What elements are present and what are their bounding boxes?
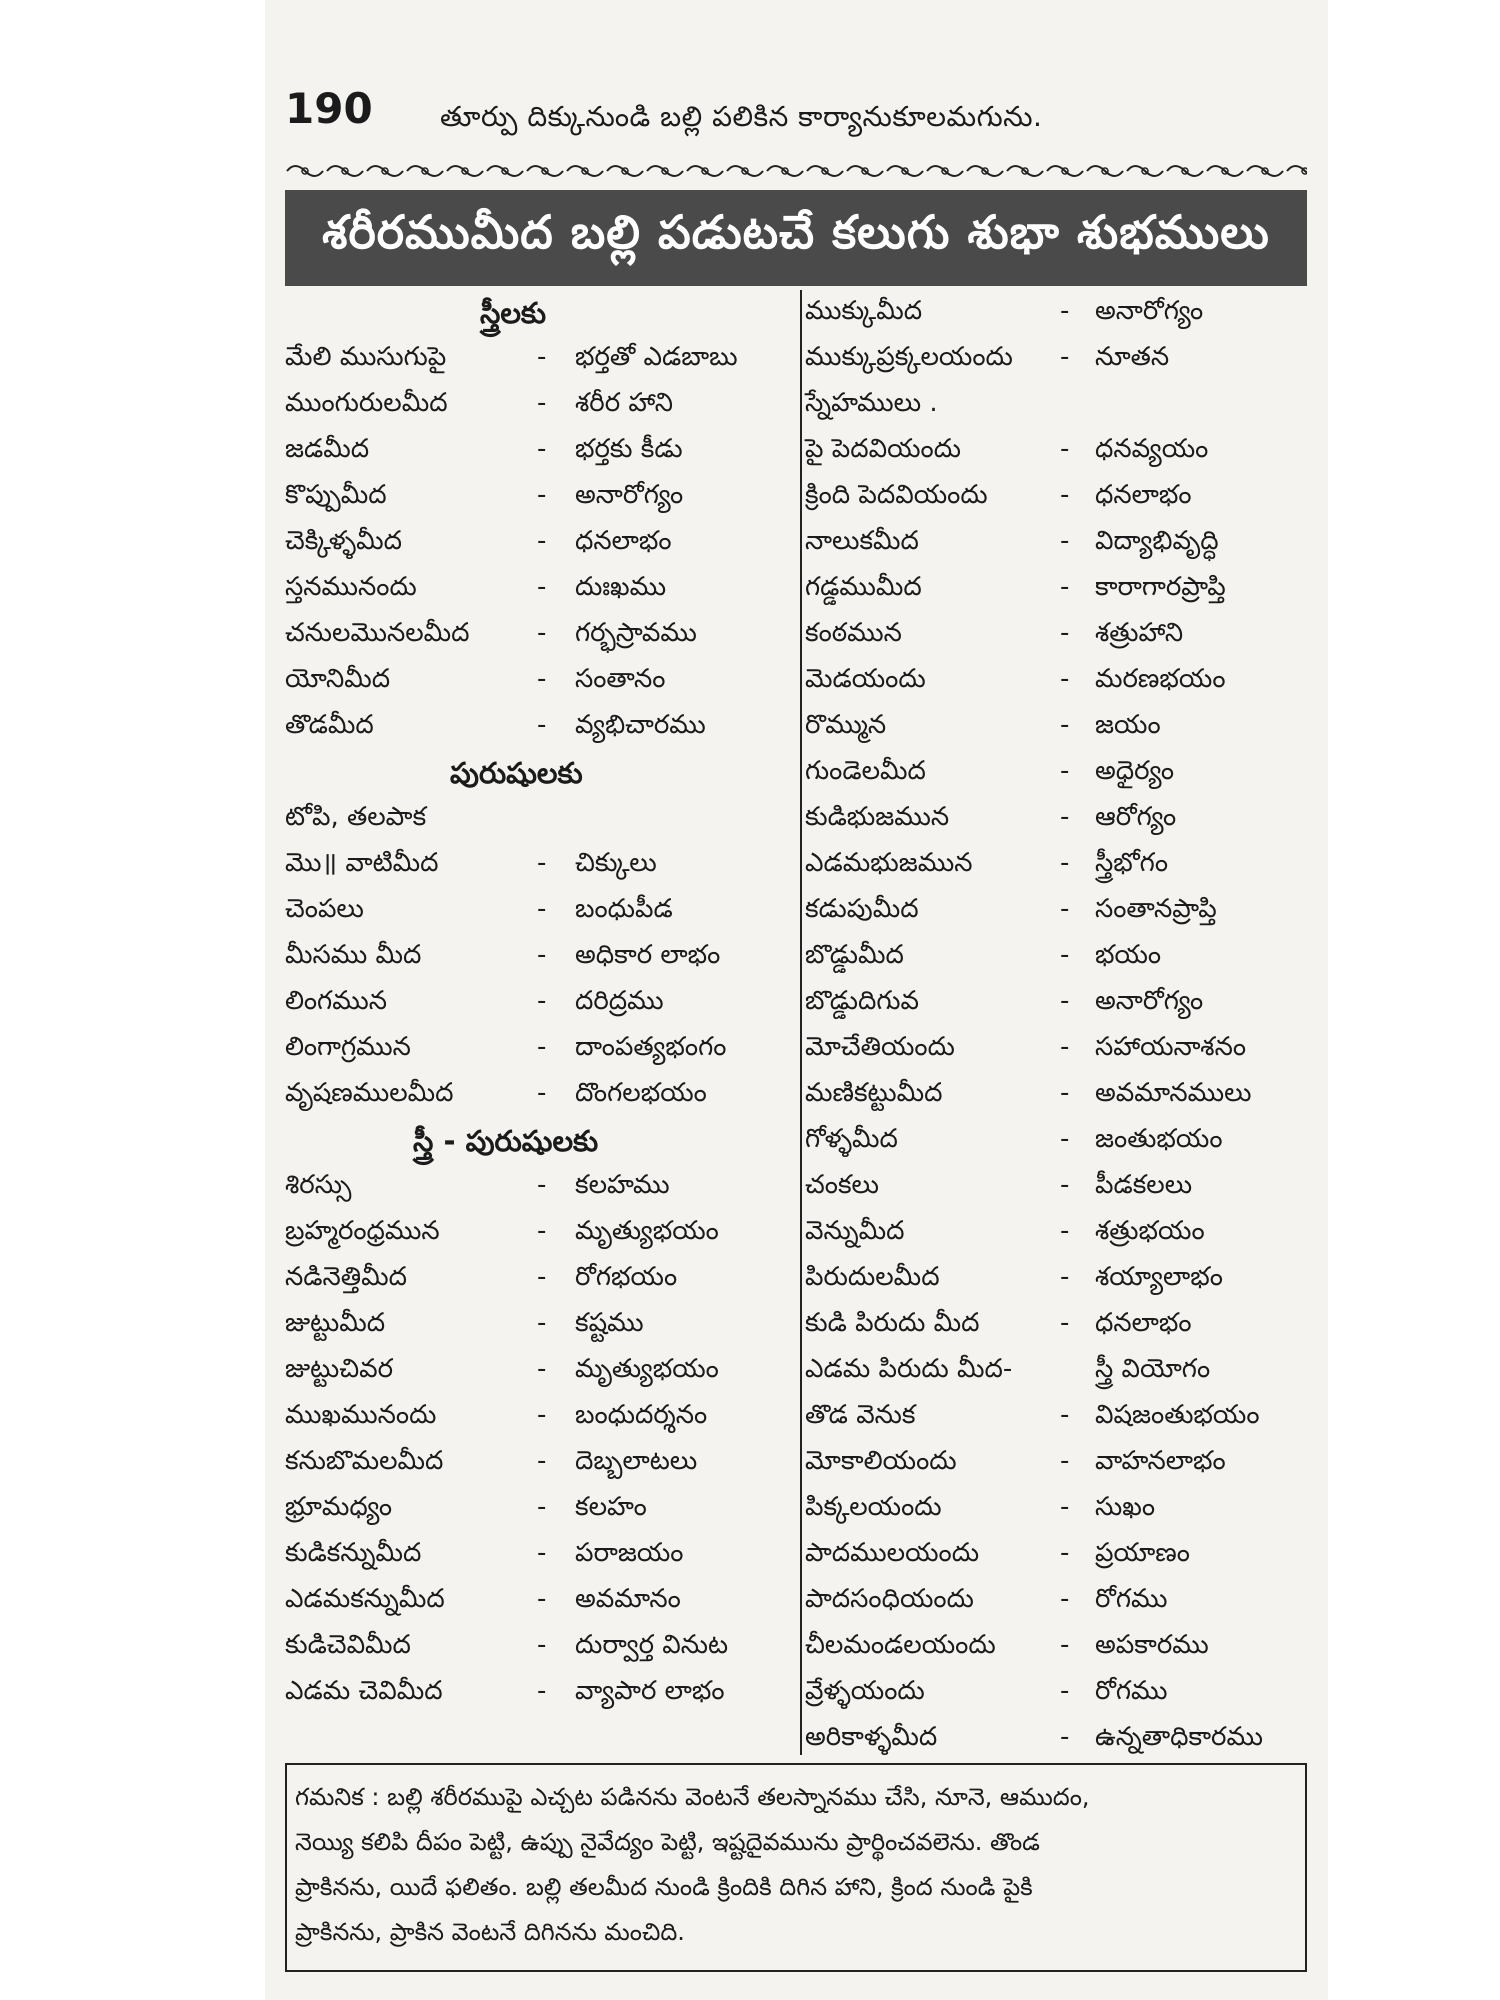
separator-dash: - — [537, 1308, 547, 1338]
body-part: పిరుదులమీద — [805, 1262, 940, 1292]
result-text: అవమానం — [575, 1584, 681, 1614]
body-part: జుట్టుచివర — [285, 1354, 394, 1384]
separator-dash: - — [537, 1584, 547, 1614]
list-item — [805, 612, 1305, 658]
separator-dash: - — [537, 848, 547, 878]
result-text: పీడకలలు — [1095, 1170, 1193, 1200]
separator-dash: - — [1060, 664, 1070, 694]
result-text: శత్రుహాని — [1095, 618, 1184, 648]
body-part: ఎడమ పిరుదు మీద- — [805, 1354, 1013, 1384]
list-item — [285, 888, 795, 934]
body-part: మీసము మీద — [285, 940, 422, 970]
list-item — [285, 1532, 795, 1578]
page-title: శరీరముమీద బల్లి పడుటచే కలుగు శుభా శుభములు — [322, 205, 1270, 259]
list-item — [805, 1486, 1305, 1532]
body-part: లింగాగ్రమున — [285, 1032, 411, 1062]
column-divider — [800, 290, 802, 1755]
result-text: కలహము — [575, 1170, 670, 1200]
result-text: ప్రయాణం — [1095, 1538, 1190, 1568]
left-column — [285, 290, 795, 1716]
result-text: దుర్వార్త వినుట — [575, 1630, 729, 1660]
list-item — [805, 1532, 1305, 1578]
list-item — [285, 934, 795, 980]
body-part: బ్రహ్మరంధ్రమున — [285, 1216, 440, 1246]
separator-dash: - — [1060, 1676, 1070, 1706]
body-part: ఎడమ చెవిమీద — [285, 1676, 443, 1706]
list-item — [805, 1118, 1305, 1164]
result-text: ధనలాభం — [575, 526, 672, 556]
section-heading-both: స్త్రీ - పురుషులకు — [413, 1124, 599, 1158]
separator-dash: - — [1060, 1262, 1070, 1292]
result-text: వ్యాపార లాభం — [575, 1676, 725, 1706]
list-item — [805, 1348, 1305, 1394]
body-part: కుడిభుజమున — [805, 802, 950, 832]
list-item — [285, 428, 795, 474]
result-text: పరాజయం — [575, 1538, 684, 1568]
list-item — [285, 1210, 795, 1256]
body-part: పాదసంధియందు — [805, 1584, 974, 1614]
body-part: నడినెత్తిమీద — [285, 1262, 407, 1292]
list-item — [805, 1072, 1305, 1118]
result-text: విషజంతుభయం — [1095, 1400, 1260, 1430]
separator-dash: - — [1060, 1722, 1070, 1752]
list-item — [285, 1440, 795, 1486]
separator-dash: - — [537, 986, 547, 1016]
result-text: సుఖం — [1095, 1492, 1156, 1522]
body-part: మోచేతియందు — [805, 1032, 955, 1062]
body-part: టోపి, తలపాక — [285, 802, 427, 832]
body-part: జుట్టుమీద — [285, 1308, 386, 1338]
list-item — [285, 1302, 795, 1348]
body-part: శిరస్సు — [285, 1170, 352, 1200]
separator-dash: - — [537, 1492, 547, 1522]
body-part: జడమీద — [285, 434, 370, 464]
list-item — [805, 1624, 1305, 1670]
separator-dash: - — [1060, 1538, 1070, 1568]
result-text: రోగము — [1095, 1584, 1168, 1614]
list-item — [285, 1256, 795, 1302]
women-rows — [285, 336, 795, 750]
list-item — [805, 704, 1305, 750]
result-text: ఉన్నతాధికారము — [1095, 1722, 1263, 1752]
list-item — [805, 1164, 1305, 1210]
section-heading-women: స్త్రీలకు — [480, 296, 547, 330]
result-text: శత్రుభయం — [1095, 1216, 1205, 1246]
separator-dash: - — [1060, 940, 1070, 970]
title-banner — [285, 190, 1307, 286]
separator-dash: - — [537, 572, 547, 602]
list-item — [805, 290, 1305, 336]
body-part: లింగమున — [285, 986, 387, 1016]
body-part: ముంగురులమీద — [285, 388, 448, 418]
result-text: జయం — [1095, 710, 1161, 740]
separator-dash: - — [537, 1216, 547, 1246]
body-part: ఎడమకన్నుమీద — [285, 1584, 445, 1614]
separator-dash: - — [1060, 1446, 1070, 1476]
section-heading-men: పురుషులకు — [450, 756, 583, 790]
body-part: యోనిమీద — [285, 664, 391, 694]
separator-dash: - — [1060, 710, 1070, 740]
body-part: తొడమీద — [285, 710, 374, 740]
list-item — [285, 1578, 795, 1624]
separator-dash: - — [537, 342, 547, 372]
separator-dash: - — [537, 894, 547, 924]
result-text: స్త్రీ వియోగం — [1095, 1354, 1211, 1384]
separator-dash: - — [1060, 1078, 1070, 1108]
body-part: చెక్కిళ్ళమీద — [285, 526, 403, 556]
separator-dash: - — [537, 940, 547, 970]
body-part: చీలమండలయందు — [805, 1630, 996, 1660]
separator-dash: - — [537, 1630, 547, 1660]
body-part: పిక్కలయందు — [805, 1492, 942, 1522]
book-page — [265, 0, 1328, 2000]
men-rows — [285, 796, 795, 1118]
body-part: ముక్కుమీద — [805, 296, 923, 326]
separator-dash: - — [537, 1538, 547, 1568]
note-line: నెయ్యి కలిపి దీపం పెట్టి, ఉప్పు నైవేద్యం పెట్టి, ఇష్టదైవమును ప్రార్థించవలెను. తొండ — [295, 1828, 1040, 1856]
separator-dash: - — [537, 618, 547, 648]
list-item — [285, 842, 795, 888]
separator-dash: - — [537, 1446, 547, 1476]
result-text: వ్యభిచారము — [575, 710, 706, 740]
list-item — [285, 1394, 795, 1440]
body-part: కుడికన్నుమీద — [285, 1538, 422, 1568]
list-item — [285, 1486, 795, 1532]
list-item — [285, 382, 795, 428]
result-text: అవమానములు — [1095, 1078, 1252, 1108]
list-item — [285, 1164, 795, 1210]
ornament-border — [285, 158, 1307, 184]
list-item — [805, 1026, 1305, 1072]
result-text: భర్తకు కీడు — [575, 434, 683, 464]
result-text: శరీర హాని — [575, 388, 673, 418]
body-part: బొడ్డుమీద — [805, 940, 904, 970]
body-part: భ్రూమధ్యం — [285, 1492, 393, 1522]
result-text: శయ్యాలాభం — [1095, 1262, 1223, 1292]
right-rows — [805, 290, 1305, 1762]
separator-dash: - — [1060, 342, 1070, 372]
separator-dash: - — [1060, 1032, 1070, 1062]
result-text: కలహం — [575, 1492, 647, 1522]
separator-dash: - — [1060, 434, 1070, 464]
result-text: జంతుభయం — [1095, 1124, 1223, 1154]
result-text: అపకారము — [1095, 1630, 1209, 1660]
result-text: వాహనలాభం — [1095, 1446, 1226, 1476]
body-part: వ్రేళ్ళయందు — [805, 1676, 925, 1706]
result-text: ఆరోగ్యం — [1095, 802, 1177, 832]
result-text: దొంగలభయం — [575, 1078, 707, 1108]
result-text: అనారోగ్యం — [1095, 986, 1204, 1016]
result-text: కారాగారప్రాప్తి — [1095, 572, 1226, 602]
body-part: రొమ్మున — [805, 710, 887, 740]
list-item — [285, 1670, 795, 1716]
body-part: కనుబొమలమీద — [285, 1446, 444, 1476]
list-item — [285, 796, 795, 842]
list-item — [805, 658, 1305, 704]
result-text: రోగభయం — [575, 1262, 678, 1292]
body-part: మెడయందు — [805, 664, 926, 694]
result-text: సంతానం — [575, 664, 666, 694]
separator-dash: - — [1060, 802, 1070, 832]
result-text: భర్తతో ఎడబాబు — [575, 342, 738, 372]
list-item — [805, 382, 1305, 428]
body-part: క్రింది పెదవియందు — [805, 480, 988, 510]
list-item — [805, 842, 1305, 888]
separator-dash: - — [537, 526, 547, 556]
separator-dash: - — [1060, 1584, 1070, 1614]
body-part: చనులమొనలమీద — [285, 618, 470, 648]
result-text: దెబ్బలాటలు — [575, 1446, 698, 1476]
result-text: ధనలాభం — [1095, 1308, 1192, 1338]
body-part: పై పెదవియందు — [805, 434, 962, 464]
result-text: రోగము — [1095, 1676, 1168, 1706]
result-text: దుఃఖము — [575, 572, 667, 602]
result-text: సంతానప్రాప్తి — [1095, 894, 1217, 924]
running-head: తూర్పు దిక్కునుండి బల్లి పలికిన కార్యానుకూలమగును. — [440, 100, 1043, 133]
body-part: అరికాళ్ళమీద — [805, 1722, 938, 1752]
separator-dash: - — [537, 1676, 547, 1706]
body-part: ముఖమునందు — [285, 1400, 437, 1430]
body-part: కుడి పిరుదు మీద — [805, 1308, 980, 1338]
body-part: కంఠమున — [805, 618, 902, 648]
separator-dash: - — [1060, 618, 1070, 648]
separator-dash: - — [537, 434, 547, 464]
both-rows — [285, 1164, 795, 1716]
list-item — [805, 1670, 1305, 1716]
body-part: పాదములయందు — [805, 1538, 980, 1568]
separator-dash: - — [1060, 756, 1070, 786]
separator-dash: - — [1060, 848, 1070, 878]
list-item — [805, 1394, 1305, 1440]
list-item — [805, 980, 1305, 1026]
list-item — [805, 428, 1305, 474]
result-text: బంధుదర్శనం — [575, 1400, 708, 1430]
separator-dash: - — [1060, 480, 1070, 510]
body-part: ఎడమభుజమున — [805, 848, 973, 878]
body-part: కుడిచెవిమీద — [285, 1630, 411, 1660]
result-text: మృత్యుభయం — [575, 1354, 719, 1384]
result-text: దాంపత్యభంగం — [575, 1032, 727, 1062]
list-item — [285, 704, 795, 750]
list-item — [805, 1578, 1305, 1624]
body-part: గడ్డముమీద — [805, 572, 922, 602]
list-item — [285, 658, 795, 704]
result-text: అధైర్యం — [1095, 756, 1175, 786]
result-text: భయం — [1095, 940, 1162, 970]
list-item — [285, 1026, 795, 1072]
separator-dash: - — [1060, 1630, 1070, 1660]
list-item — [285, 612, 795, 658]
result-text: బంధుపీడ — [575, 894, 673, 924]
separator-dash: - — [1060, 526, 1070, 556]
result-text: అనారోగ్యం — [575, 480, 684, 510]
list-item — [285, 1348, 795, 1394]
body-part: చంకలు — [805, 1170, 879, 1200]
separator-dash: - — [1060, 1170, 1070, 1200]
list-item — [805, 520, 1305, 566]
result-text: ధనవ్యయం — [1095, 434, 1209, 464]
separator-dash: - — [1060, 894, 1070, 924]
list-item — [285, 520, 795, 566]
list-item — [285, 566, 795, 612]
separator-dash: - — [1060, 572, 1070, 602]
list-item — [805, 1256, 1305, 1302]
body-part: నాలుకమీద — [805, 526, 919, 556]
list-item — [285, 336, 795, 382]
body-part: మొ॥ వాటిమీద — [285, 848, 439, 878]
separator-dash: - — [1060, 1216, 1070, 1246]
body-part: వృషణములమీద — [285, 1078, 454, 1108]
separator-dash: - — [537, 710, 547, 740]
body-part: గోళ్ళమీద — [805, 1124, 898, 1154]
separator-dash: - — [537, 1354, 547, 1384]
body-part: గుండెలమీద — [805, 756, 926, 786]
separator-dash: - — [537, 1032, 547, 1062]
separator-dash: - — [1060, 296, 1070, 326]
list-item — [805, 888, 1305, 934]
separator-dash: - — [537, 1262, 547, 1292]
list-item — [805, 1302, 1305, 1348]
list-item — [805, 750, 1305, 796]
note-line: గమనిక : బల్లి శరీరముపై ఎచ్చట పడినను వెంటనే తలస్నానము చేసి, నూనె, ఆముదం, — [295, 1783, 1090, 1811]
result-text: అనారోగ్యం — [1095, 296, 1204, 326]
result-text: స్త్రీభోగం — [1095, 848, 1169, 878]
body-part: బొడ్డుదిగువ — [805, 986, 919, 1016]
list-item — [805, 336, 1305, 382]
list-item — [285, 1072, 795, 1118]
result-text: మృత్యుభయం — [575, 1216, 719, 1246]
list-item — [805, 566, 1305, 612]
body-part: ముక్కుప్రక్కలయందు — [805, 342, 1013, 372]
result-text: మరణభయం — [1095, 664, 1226, 694]
separator-dash: - — [1060, 1400, 1070, 1430]
body-part: స్నేహములు . — [805, 388, 938, 418]
body-part: కొప్పుమీద — [285, 480, 387, 510]
list-item — [805, 796, 1305, 842]
separator-dash: - — [537, 664, 547, 694]
result-text: నూతన — [1095, 342, 1170, 372]
body-part: వెన్నుమీద — [805, 1216, 905, 1246]
result-text: చిక్కులు — [575, 848, 657, 878]
separator-dash: - — [537, 1400, 547, 1430]
list-item — [805, 474, 1305, 520]
body-part: చెంపలు — [285, 894, 364, 924]
list-item — [805, 934, 1305, 980]
note-box — [285, 1763, 1307, 1972]
body-part: మోకాలియందు — [805, 1446, 957, 1476]
separator-dash: - — [1060, 1308, 1070, 1338]
result-text: కష్టము — [575, 1308, 644, 1338]
result-text: సహాయనాశనం — [1095, 1032, 1247, 1062]
result-text: విద్యాభివృద్ధి — [1095, 526, 1219, 556]
separator-dash: - — [1060, 986, 1070, 1016]
separator-dash: - — [537, 480, 547, 510]
note-line: ప్రాకినను, ప్రాకిన వెంటనే దిగినను మంచిది. — [295, 1918, 685, 1946]
separator-dash: - — [537, 1170, 547, 1200]
result-text: అధికార లాభం — [575, 940, 721, 970]
body-part: మేలి ముసుగుపై — [285, 342, 447, 372]
list-item — [285, 1624, 795, 1670]
list-item — [805, 1210, 1305, 1256]
note-line: ప్రాకినను, యిదే ఫలితం. బల్లి తలమీద నుండి క్రిందికి దిగిన హాని, క్రింద నుండి పైకి — [295, 1873, 1033, 1901]
body-part: కడుపుమీద — [805, 894, 919, 924]
result-text: గర్భస్రావము — [575, 618, 697, 648]
list-item — [805, 1440, 1305, 1486]
result-text: దరిద్రము — [575, 986, 664, 1016]
body-part: తొడ వెనుక — [805, 1400, 916, 1430]
list-item — [285, 980, 795, 1026]
list-item — [285, 474, 795, 520]
right-column — [805, 290, 1305, 1762]
list-item — [805, 1716, 1305, 1762]
body-part: మణికట్టుమీద — [805, 1078, 943, 1108]
separator-dash: - — [537, 1078, 547, 1108]
result-text: ధనలాభం — [1095, 480, 1192, 510]
separator-dash: - — [1060, 1124, 1070, 1154]
body-part: స్తనమునందు — [285, 572, 417, 602]
separator-dash: - — [1060, 1492, 1070, 1522]
page-number: 190 — [285, 84, 373, 133]
separator-dash: - — [537, 388, 547, 418]
